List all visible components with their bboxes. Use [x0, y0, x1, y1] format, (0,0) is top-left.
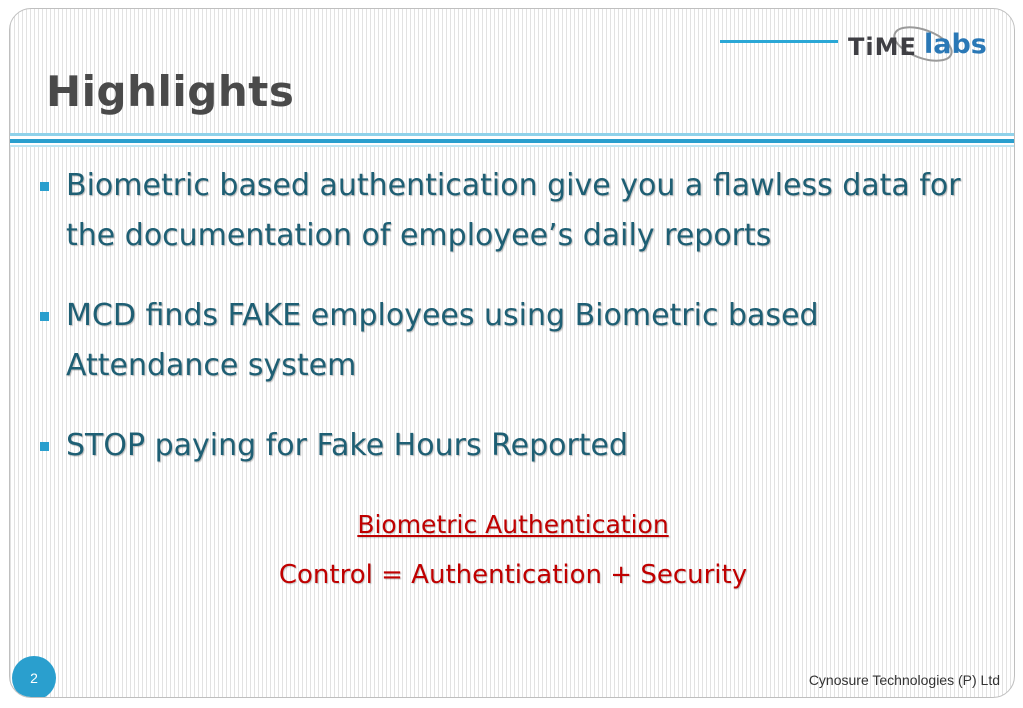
highlight-block	[10, 507, 1015, 593]
slide	[9, 8, 1015, 698]
control-formula: Control = Authentication + Security	[278, 560, 748, 590]
bullet-text: MCD finds FAKE employees using Biometric based Attendance system	[66, 298, 819, 383]
timelabs-logo	[848, 19, 998, 69]
bullet-square-icon	[40, 312, 49, 321]
bullet-item	[40, 421, 1000, 471]
slide-title: Highlights	[46, 67, 295, 116]
footer-company: Cynosure Technologies (P) Ltd	[808, 672, 1000, 688]
bullet-item	[40, 161, 1000, 261]
title-divider	[10, 133, 1014, 151]
bullet-square-icon	[40, 442, 49, 451]
bullet-list	[40, 161, 1000, 501]
bullet-text: STOP paying for Fake Hours Reported	[66, 428, 629, 463]
logo-text-labs: labs	[924, 29, 987, 60]
page-number-badge: 2	[12, 656, 56, 698]
biometric-authentication-link[interactable]: Biometric Authentication	[357, 510, 669, 539]
bullet-square-icon	[40, 182, 49, 191]
bullet-text: Biometric based authentication give you a flawless data for the documentation of employee’s daily reports	[66, 168, 961, 253]
bullet-item	[40, 291, 1000, 391]
logo-text-time: TiME	[848, 33, 917, 61]
logo-accent-line	[720, 40, 838, 43]
